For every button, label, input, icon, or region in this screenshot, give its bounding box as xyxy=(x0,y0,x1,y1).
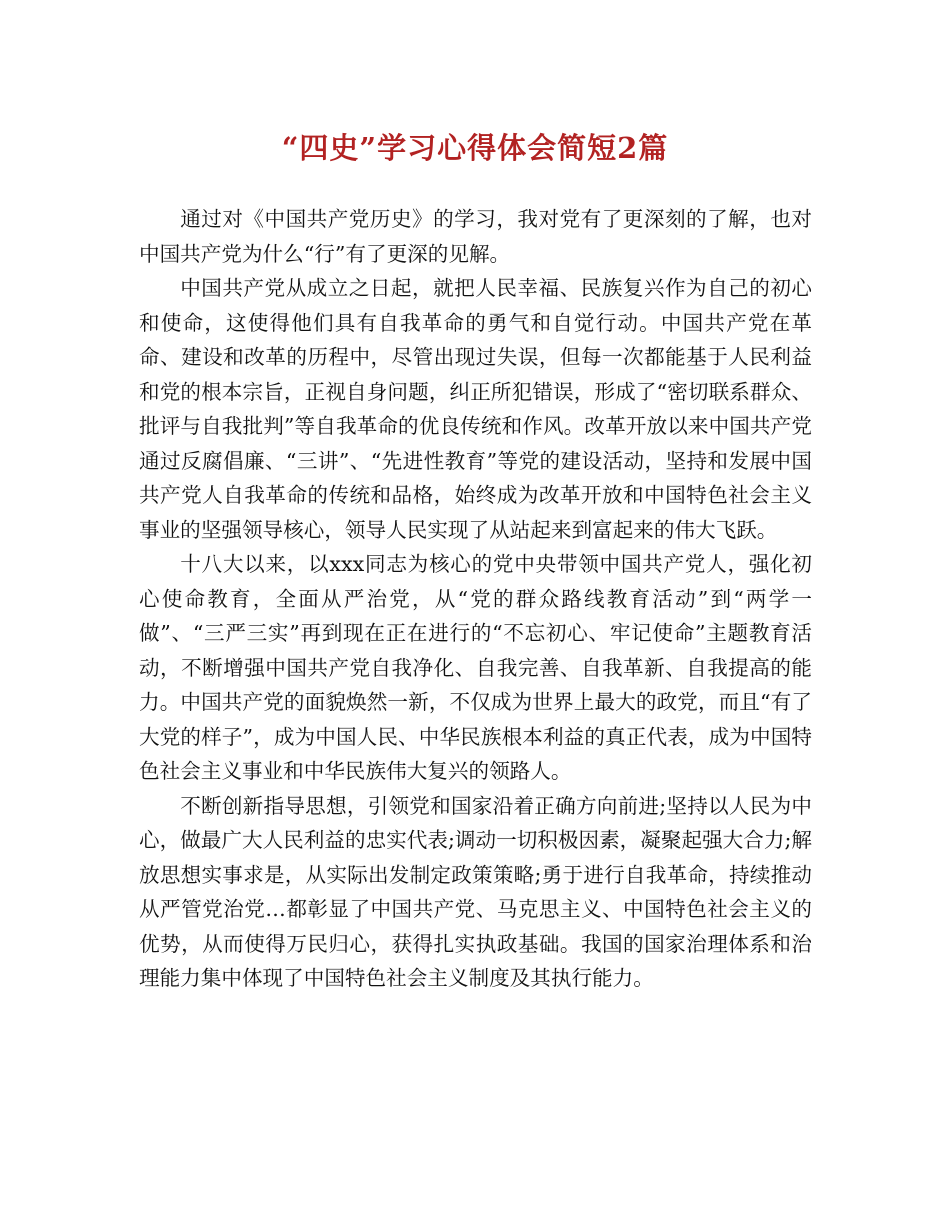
document-title: “四史”学习心得体会简短2篇 xyxy=(281,131,669,165)
document-body xyxy=(139,202,812,996)
paragraph-3: 十八大以来，以xxx同志为核心的党中央带领中国共产党人，强化初心使命教育，全面从严治党，从“党的群众路线教育活动”到“两学一做”、“三严三实”再到现在正在进行的“不忘初心、牢记使命”主题教育活动，不断增强中国共产党自我净化、自我完善、自我革新、自我提高的能力。中国共产党的面貌焕然一新，不仅成为世界上最大的政党，而且“有了大党的样子”，成为中国人民、中华民族根本利益的真正代表，成为中国特色社会主义事业和中华民族伟大复兴的领路人。 xyxy=(139,552,812,783)
paragraph-4: 不断创新指导思想，引领党和国家沿着正确方向前进;坚持以人民为中心，做最广大人民利益的忠实代表;调动一切积极因素，凝聚起强大合力;解放思想实事求是，从实际出发制定政策策略;勇于进行自我革命，持续推动从严管党治党…都彰显了中国共产党、马克思主义、中国特色社会主义的优势，从而使得万民归心，获得扎实执政基础。我国的国家治理体系和治理能力集中体现了中国特色社会主义制度及其执行能力。 xyxy=(139,793,812,990)
paragraph-1: 通过对《中国共产党历史》的学习，我对党有了更深刻的了解，也对中国共产党为什么“行”有了更深的见解。 xyxy=(139,207,812,266)
paragraph-2: 中国共产党从成立之日起，就把人民幸福、民族复兴作为自己的初心和使命，这使得他们具有自我革命的勇气和自觉行动。中国共产党在革命、建设和改革的历程中，尽管出现过失误，但每一次都能基于人民利益和党的根本宗旨，正视自身问题，纠正所犯错误，形成了“密切联系群众、批评与自我批判”等自我革命的优良传统和作风。改革开放以来中国共产党通过反腐倡廉、“三讲”、“先进性教育”等党的建设活动，坚持和发展中国共产党人自我革命的传统和品格，始终成为改革开放和中国特色社会主义事业的坚强领导核心，领导人民实现了从站起来到富起来的伟大飞跃。 xyxy=(139,276,812,542)
